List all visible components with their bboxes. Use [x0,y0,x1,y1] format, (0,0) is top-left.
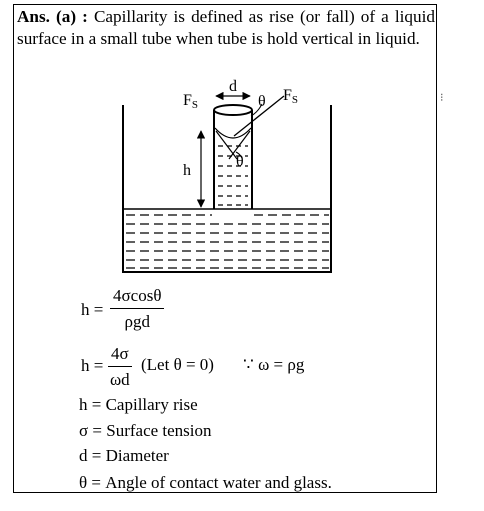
tangent-lines [216,131,250,159]
fs-left-label: FS [183,92,199,111]
formula1-lhs: h = [81,300,104,319]
definition-theta: θ = Angle of contact water and glass. [79,473,332,492]
formula2-lhs: h = [81,356,104,375]
formula2-fraction [108,344,132,390]
definition-d: d = Diameter [79,446,169,465]
answer-label: Ans. (a) : [17,7,88,26]
formula1-denominator: ρgd [124,312,150,331]
stray-mark: ⁝ [440,92,444,104]
d-label: d [229,78,237,95]
fs-right-label: FS [283,87,299,106]
h-label: h [183,162,191,179]
formula2-denominator: ωd [109,370,130,389]
capillary-tube [214,105,252,209]
definition-sigma: σ = Surface tension [79,421,212,440]
formula1-fraction [110,286,164,332]
tube-liquid [215,128,251,205]
container-vessel [123,105,331,272]
answer-text: Capillarity is defined as rise (or fall) of a liquid surface in a small tube when tube is hold vertical in liquid. [17,7,435,48]
theta-mid-label: θ [236,153,244,170]
formula1-numerator: 4σcosθ [110,286,164,309]
formula2-numerator: 4σ [108,344,132,367]
formula2-because: ∵ ω = ρg [243,355,305,374]
liquid-dashes [126,215,329,268]
definition-h: h = Capillary rise [79,395,198,414]
formula2-note: (Let θ = 0) [141,355,214,374]
theta-top-label: θ [258,93,266,110]
